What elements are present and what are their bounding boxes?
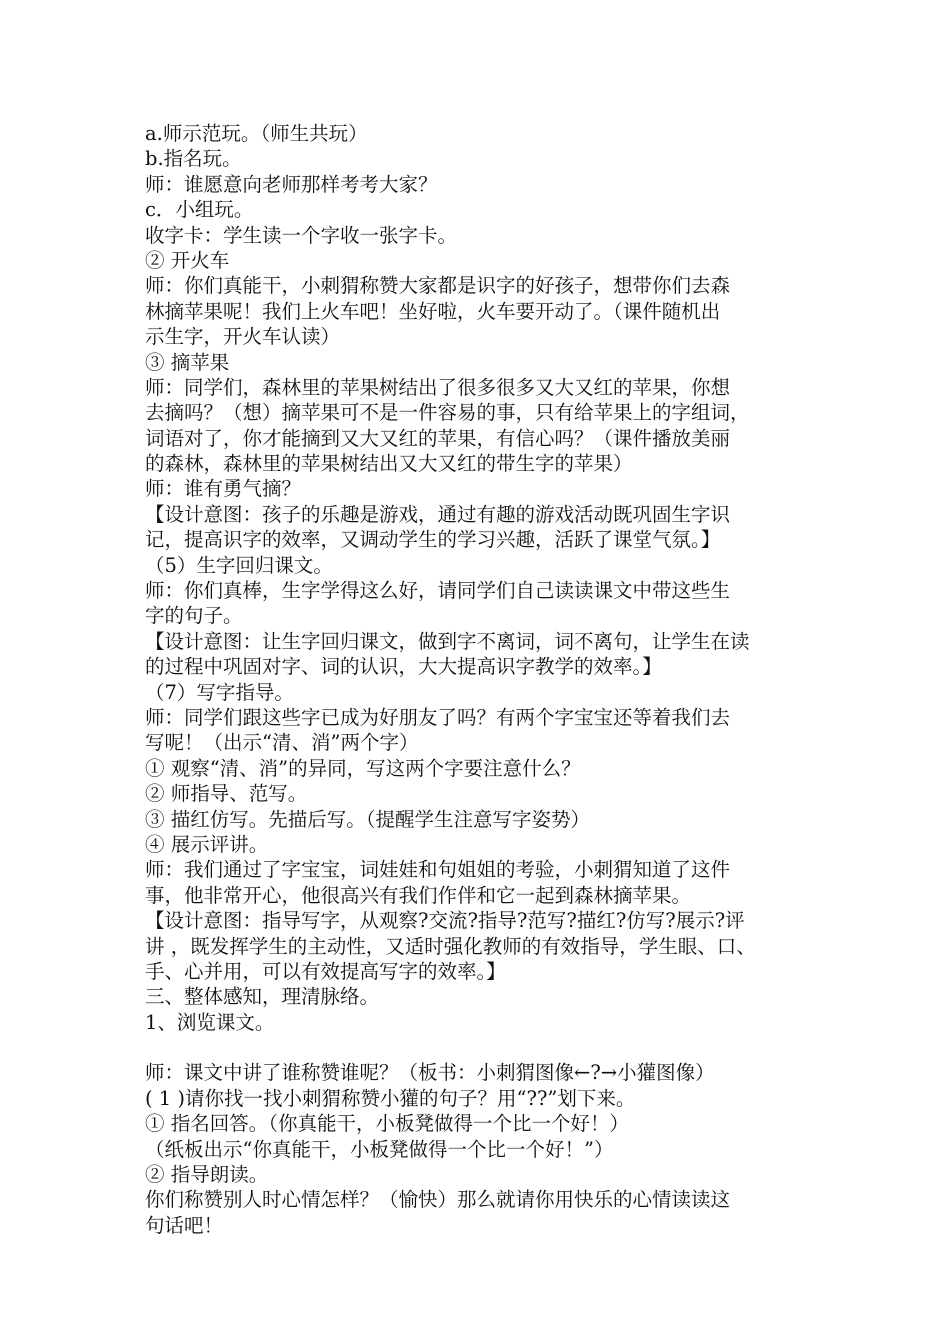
section-heading: 1、浏览课文。 [145,1010,275,1034]
design-intent-line: 【设计意图：孩子的乐趣是游戏，通过有趣的游戏活动既巩固生字识 [145,502,731,526]
text-line: 师：谁愿意向老师那样考考大家？ [145,172,438,196]
text-line: 示生字，开火车认读） [145,325,341,349]
text-line: ( 1 )请你找一找小刺猬称赞小獾的句子？用“??”划下来。 [145,1086,636,1110]
design-intent-line: 记，提高识字的效率，又调动学生的学习兴趣，活跃了课堂气氛。】 [145,528,721,552]
text-line: 师：你们真棒，生字学得这么好，请同学们自己读读课文中带这些生 [145,579,731,603]
text-line: 师：同学们跟这些字已成为好朋友了吗？有两个字宝宝还等着我们去 [145,705,731,729]
text-line: 字的句子。 [145,604,243,628]
text-line: ② 开火车 [145,248,230,272]
text-line: a.师示范玩。（师生共玩） [145,122,368,145]
text-line: 师：你们真能干，小刺猬称赞大家都是识字的好孩子，想带你们去森 [145,274,731,298]
text-line: 的森林，森林里的苹果树结出又大又红的带生字的苹果） [145,452,633,476]
text-line: 写呢！（出示“清、消”两个字） [145,731,419,755]
text-line: 师：课文中讲了谁称赞谁呢？（板书：小刺猬图像←?→小獾图像） [145,1061,715,1085]
design-intent-line: 手、心并用，可以有效提高写字的效率。】 [145,959,506,983]
text-line: 师：同学们，森林里的苹果树结出了很多很多又大又红的苹果，你想 [145,375,731,399]
design-intent-line: 【设计意图：指导写字，从观察?交流?指导?范写?描红?仿写?展示?评 [145,909,745,933]
text-line: ② 师指导、范写。 [145,782,308,806]
text-line: ② 指导朗读。 [145,1163,269,1187]
text-line: ③ 描红仿写。先描后写。（提醒学生注意写字姿势） [145,807,590,831]
text-line: b.指名玩。 [145,147,242,171]
document-body [145,121,815,1238]
section-heading: （5）生字回归课文。 [145,553,333,577]
text-line: 收字卡：学生读一个字收一张字卡。 [145,223,458,247]
text-line: 你们称赞别人时心情怎样？（愉快）那么就请你用快乐的心情读读这 [145,1188,731,1212]
section-heading: 三、整体感知，理清脉络。 [145,985,380,1009]
text-line: ① 指名回答。（你真能干，小板凳做得一个比一个好！） [145,1112,629,1136]
text-line: 事，他非常开心，他很高兴有我们作伴和它一起到森林摘苹果。 [145,883,692,907]
text-line: 词语对了，你才能摘到又大又红的苹果，有信心吗？（课件播放美丽 [145,426,731,450]
text-line: 师：我们通过了字宝宝，词娃娃和句姐姐的考验，小刺猬知道了这件 [145,858,731,882]
design-intent-line: 的过程中巩固对字、词的认识，大大提高识字教学的效率。】 [145,655,662,679]
design-intent-line: 【设计意图：让生字回归课文，做到字不离词，词不离句，让学生在读 [145,629,750,653]
text-line: c．小组玩。 [145,198,254,222]
text-line: 师：谁有勇气摘？ [145,477,302,501]
text-line: （纸板出示“你真能干，小板凳做得一个比一个好！”） [145,1137,614,1161]
text-line: 句话吧！ [145,1213,224,1237]
text-line: 去摘吗？（想）摘苹果可不是一件容易的事，只有给苹果上的字组词， [145,401,750,425]
blank-line [145,1035,815,1060]
text-line: ③ 摘苹果 [145,350,230,374]
design-intent-line: 讲 ，既发挥学生的主动性，又适时强化教师的有效指导，学生眼、口、 [145,934,756,958]
text-line: ① 观察“清、消”的异同，写这两个字要注意什么？ [145,756,581,780]
section-heading: （7）写字指导。 [145,680,294,704]
text-line: 林摘苹果呢！我们上火车吧！坐好啦，火车要开动了。（课件随机出 [145,299,721,323]
text-line: ④ 展示评讲。 [145,832,269,856]
